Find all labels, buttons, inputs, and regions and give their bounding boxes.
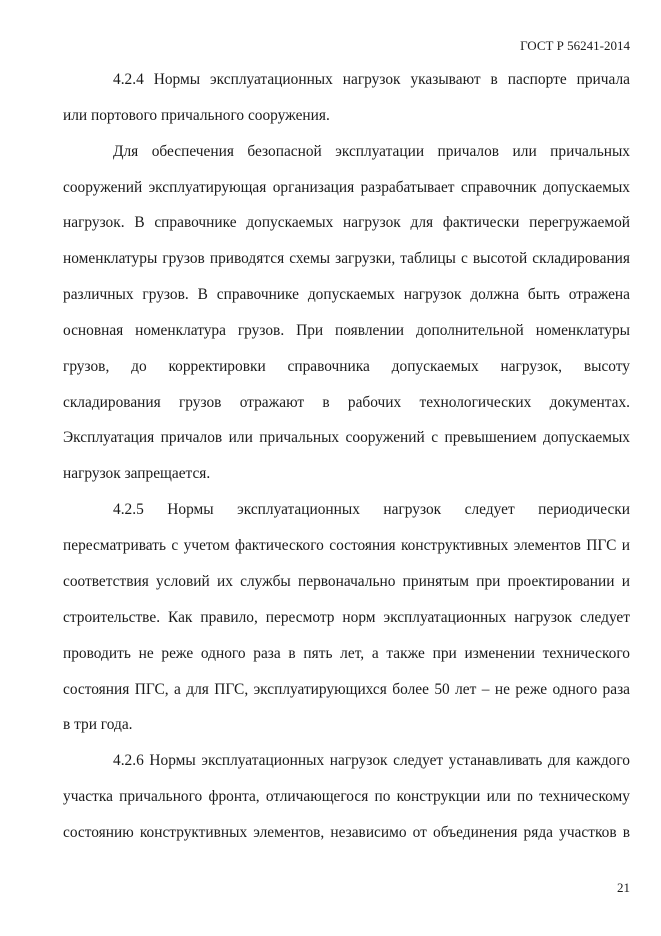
text-line: основная номенклатура грузов. При появлении дополнительной номенклатуры bbox=[63, 322, 630, 339]
document-code-header: ГОСТ Р 56241-2014 bbox=[520, 38, 630, 53]
text-line: или портового причального сооружения. bbox=[63, 107, 330, 124]
text-line: 4.2.5 Нормы эксплуатационных нагрузок следует периодически bbox=[113, 501, 630, 518]
text-line: нагрузок. В справочнике допускаемых нагрузок для фактически перегружаемой bbox=[63, 214, 630, 231]
text-line: состоянию конструктивных элементов, независимо от объединения ряда участков в bbox=[63, 824, 630, 841]
page-number: 21 bbox=[617, 880, 630, 895]
text-line: 4.2.4 Нормы эксплуатационных нагрузок указывают в паспорте причала bbox=[113, 71, 630, 88]
text-line: соответствия условий их службы первоначально принятым при проектировании и bbox=[63, 573, 630, 590]
text-line: складирования грузов отражают в рабочих технологических документах. bbox=[63, 394, 630, 411]
text-line: Эксплуатация причалов или причальных сооружений с превышением допускаемых bbox=[63, 429, 630, 446]
text-line: нагрузок запрещается. bbox=[63, 465, 211, 482]
text-line: в три года. bbox=[63, 716, 133, 733]
text-line: строительстве. Как правило, пересмотр норм эксплуатационных нагрузок следует bbox=[63, 609, 630, 626]
text-line: пересматривать с учетом фактического состояния конструктивных элементов ПГС и bbox=[63, 537, 630, 554]
text-line: проводить не реже одного раза в пять лет, а также при изменении технического bbox=[63, 645, 630, 662]
text-line: номенклатуры грузов приводятся схемы загрузки, таблицы с высотой складирования bbox=[63, 250, 630, 267]
text-line: участка причального фронта, отличающегося по конструкции или по техническому bbox=[63, 788, 630, 805]
text-line: грузов, до корректировки справочника допускаемых нагрузок, высоту bbox=[63, 358, 630, 375]
text-line: 4.2.6 Нормы эксплуатационных нагрузок следует устанавливать для каждого bbox=[113, 752, 630, 769]
text-line: состояния ПГС, а для ПГС, эксплуатирующихся более 50 лет – не реже одного раза bbox=[63, 681, 630, 698]
text-line: различных грузов. В справочнике допускаемых нагрузок должна быть отражена bbox=[63, 286, 630, 303]
text-line: Для обеспечения безопасной эксплуатации причалов или причальных bbox=[113, 143, 630, 160]
text-line: сооружений эксплуатирующая организация разрабатывает справочник допускаемых bbox=[63, 179, 630, 196]
